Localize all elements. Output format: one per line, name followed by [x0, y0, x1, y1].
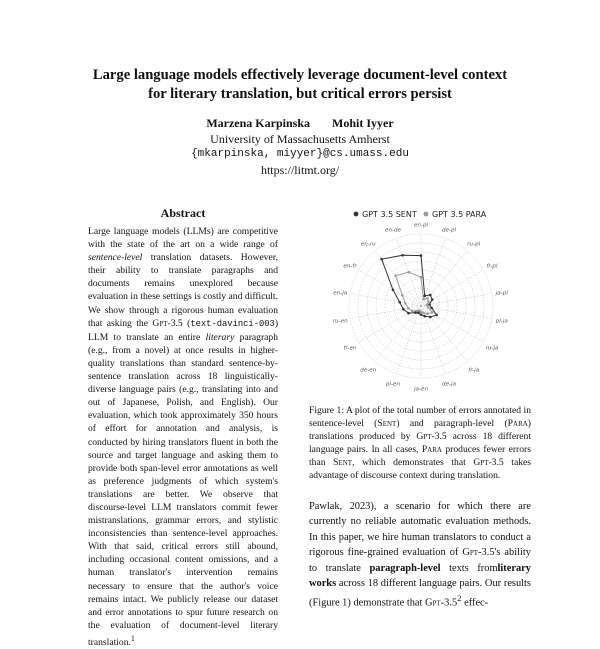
- axis-label: ja-pl: [495, 290, 508, 297]
- data-point: [417, 311, 420, 314]
- caption-part: ) and paragraph-level (: [396, 418, 508, 430]
- data-point: [426, 312, 429, 315]
- data-point: [380, 258, 383, 261]
- body-text: [309, 499, 531, 611]
- figure-caption: [309, 404, 531, 483]
- axis-label: fr-en: [343, 345, 357, 352]
- caption-sc: Para: [421, 444, 442, 456]
- axis-label: pl-ja: [495, 318, 508, 325]
- grid-spoke: [421, 270, 483, 306]
- legend-marker-para: [424, 212, 429, 217]
- abstract-emphasis: literary: [205, 331, 235, 343]
- radar-svg: [314, 204, 532, 394]
- data-point: [428, 303, 431, 306]
- body-part: Pawlak, 2023), a scenario for which there are currently no reliable automatic evaluation methods. In this paper, we hire human translators to conduct a rigorous fine-grained evaluation of: [309, 501, 531, 559]
- model-id: text-davinci-003: [190, 318, 275, 329]
- data-point: [398, 301, 401, 304]
- caption-part: -3.5 takes advantage of discourse context during translation.: [309, 457, 531, 482]
- model-name: Gpt: [152, 317, 168, 329]
- data-point: [401, 254, 404, 257]
- caption-sc: Sent: [377, 418, 397, 430]
- data-point: [429, 294, 432, 297]
- grid-spoke: [359, 270, 421, 306]
- data-point: [429, 316, 432, 319]
- axis-label: fr-ja: [468, 367, 480, 374]
- caption-part: , which demonstrates that: [352, 457, 466, 469]
- data-point: [402, 308, 405, 311]
- axis-label: de-pl: [441, 227, 457, 234]
- caption-part: Figure 1: A plot of the total number of errors annotated in sentence-level (: [309, 405, 531, 430]
- radar-series: [380, 254, 438, 318]
- caption-sc: Sent: [333, 457, 353, 469]
- axis-label: en-fr: [343, 263, 357, 270]
- data-point: [392, 289, 395, 292]
- affiliation: University of Massachusetts Amherst: [210, 131, 390, 146]
- radar-chart: [314, 204, 532, 394]
- radar-labels: [333, 223, 509, 393]
- data-point: [420, 276, 423, 279]
- data-point: [427, 300, 430, 303]
- data-point: [422, 311, 425, 314]
- data-point: [401, 294, 404, 297]
- author-2: Mohit Iyyer: [332, 116, 394, 130]
- paper-title: [60, 66, 540, 104]
- data-point: [414, 311, 417, 314]
- data-point: [407, 307, 410, 310]
- title-line-2: for literary translation, but critical errors persist: [148, 86, 452, 102]
- abstract-heading: Abstract: [160, 206, 206, 220]
- abstract-emphasis: sentence-level: [88, 252, 143, 264]
- footnote-mark: 2: [457, 593, 462, 604]
- data-point: [435, 314, 438, 317]
- axis-label: pl-en: [385, 381, 401, 388]
- abstract-text: [88, 225, 278, 649]
- body-part: across 18 different language pairs. Our results (Figure 1) demonstrate that: [309, 578, 531, 609]
- data-point: [407, 271, 410, 274]
- data-point: [420, 254, 423, 257]
- data-point: [423, 295, 426, 298]
- model-version: -3.5 (: [167, 317, 191, 329]
- caption-sc: Gpt: [416, 431, 432, 443]
- data-point: [427, 306, 430, 309]
- body-part: effec-: [464, 597, 489, 609]
- body-sc: Gpt: [462, 547, 479, 559]
- legend-label-sent: GPT 3.5 SENT: [362, 210, 417, 219]
- legend-marker-sent: [354, 212, 359, 217]
- data-point: [431, 311, 434, 314]
- axis-label: en-de: [384, 227, 401, 234]
- abstract-part: translation datasets. However, their ability to translate paragraphs and documents remains unexplored because evaluation in these settings is costly and difficult. We show through a rigorous human evaluation that asking the: [88, 252, 278, 329]
- author-names: [100, 116, 500, 132]
- caption-part: -3.5 across 18 different language pairs. In all cases,: [309, 431, 531, 456]
- body-part: -3.5: [440, 597, 458, 609]
- data-point: [411, 310, 414, 313]
- axis-label: ja-en: [414, 386, 428, 393]
- data-point: [404, 302, 407, 305]
- grid-spoke: [421, 306, 483, 342]
- axis-label: en-pl: [413, 222, 429, 229]
- title-line-1: Large language models effectively leverage document-level context: [92, 67, 508, 83]
- data-point: [422, 298, 425, 301]
- abstract-part: ) LLM to translate an entire: [88, 317, 279, 343]
- data-point: [431, 298, 434, 301]
- data-point: [407, 312, 410, 315]
- grid-spoke: [375, 306, 421, 361]
- axis-label: ru-pl: [467, 241, 481, 248]
- axis-label: fr-pl: [486, 263, 498, 270]
- caption-sc: Gpt: [473, 457, 489, 469]
- chart-legend: [354, 210, 487, 219]
- axis-label: en-ja: [333, 290, 348, 297]
- caption-sc: Para: [507, 418, 528, 430]
- data-point: [430, 307, 433, 310]
- data-point: [425, 304, 428, 307]
- author-block: [100, 116, 500, 178]
- axis-label: ru-ja: [485, 345, 499, 352]
- data-point: [394, 274, 397, 277]
- data-point: [420, 313, 423, 316]
- body-part: -3.5's ability to translate: [309, 547, 531, 574]
- body-bold: paragraph-level: [369, 562, 441, 574]
- data-point: [423, 315, 426, 318]
- caption-part: produces fewer errors than: [309, 444, 531, 469]
- abstract-part: Large language models (LLMs) are competitive with the state of the art on a wide range of: [88, 226, 278, 251]
- axis-label: ru-en: [332, 318, 348, 325]
- axis-label: de-ja: [442, 381, 457, 388]
- data-point: [426, 297, 429, 300]
- legend-label-para: GPT 3.5 PARA: [432, 210, 487, 219]
- project-url[interactable]: https://litmt.org/: [260, 162, 340, 177]
- footnote-mark: 1: [130, 633, 135, 643]
- abstract-part: paragraph (e.g., from a novel) at once results in higher-quality translations than standard sentence-by-sentence translation across 18 linguistically-diverse language pairs (e.g., translating into and out of Japanese, Polish, and English). Our evaluation, which took approximately 350 hours of effort for annotation and analysis, is conducted by hiring translators fluent in both the source and target language and asking them to provide both span-level error annotations as well as preference judgments of which system's translations are better. We observe that discourse-level LLM translators commit fewer mistranslations, grammar errors, and stylistic inconsistencies than sentence-level approaches. With that said, critical errors still abound, including occasional content omissions, and a human translator's intervention remains necessary to ensure that the author's voice remains intact. We publicly release our dataset and error annotations to spur future research on the evaluation of document-level literary translation.: [88, 331, 278, 649]
- caption-part: ) translations produced by: [309, 418, 531, 443]
- body-sc: Gpt: [425, 597, 441, 609]
- axis-label: en-ru: [360, 241, 376, 248]
- author-1: Marzena Karpinska: [206, 116, 310, 130]
- body-part: texts from: [449, 562, 498, 574]
- axis-label: de-en: [360, 367, 377, 374]
- body-bold: literary works: [309, 562, 531, 590]
- author-email: {mkarpinska, miyyer}@cs.umass.edu: [191, 148, 409, 161]
